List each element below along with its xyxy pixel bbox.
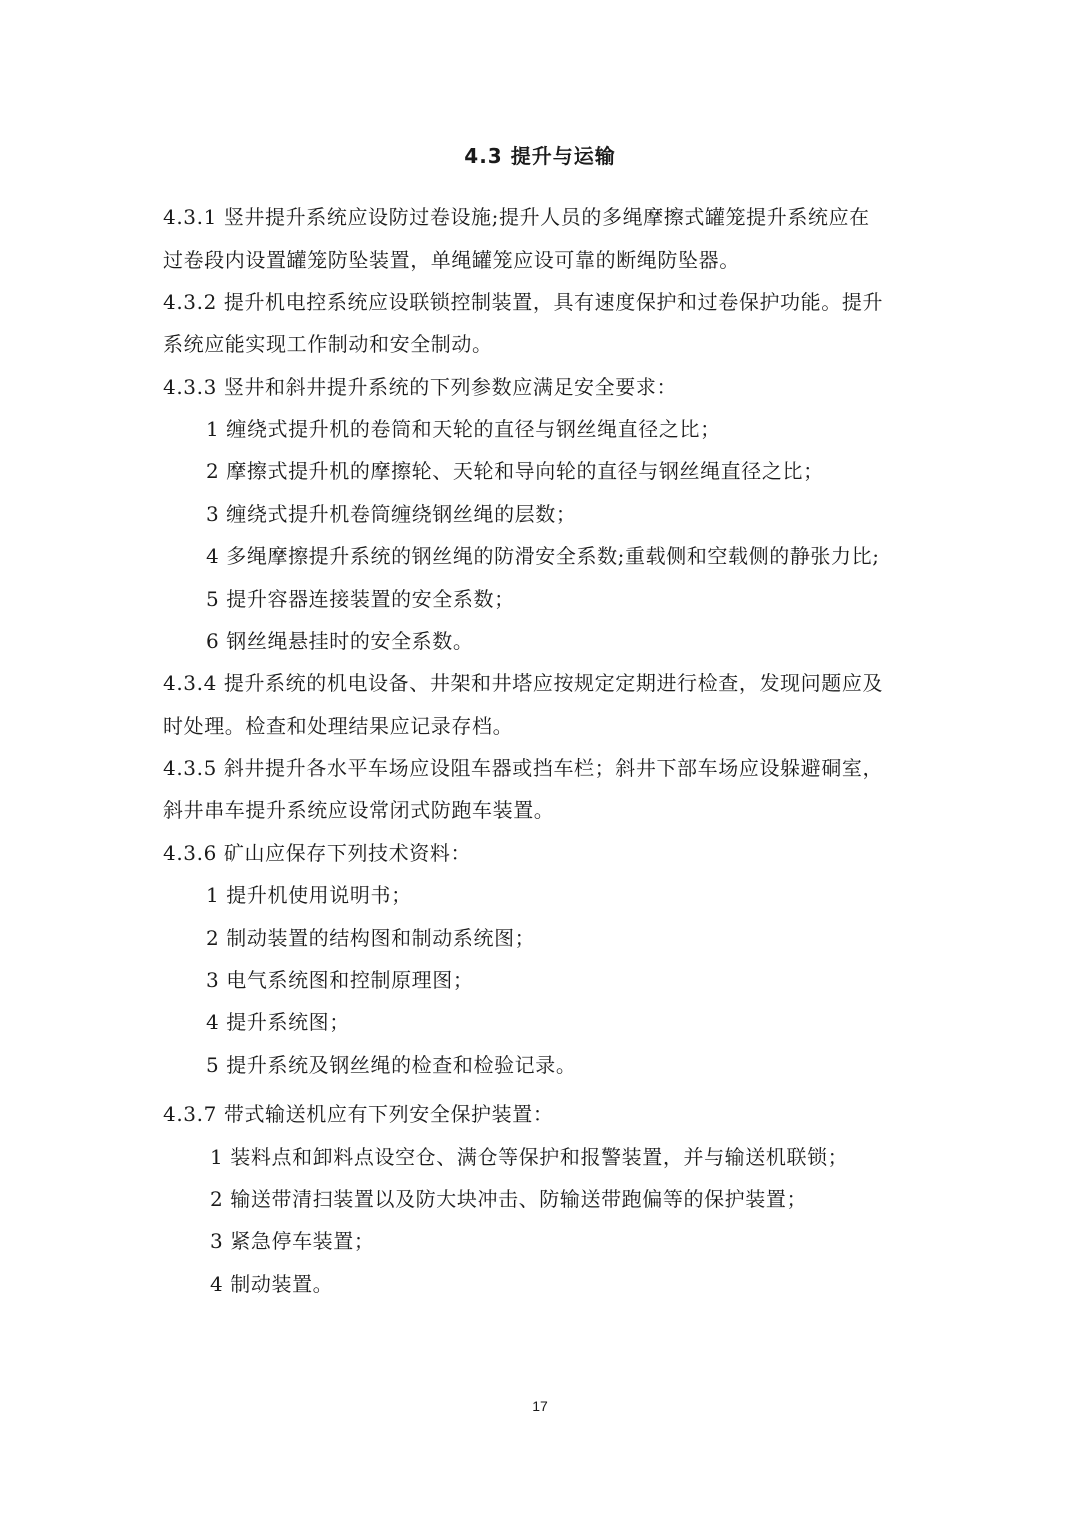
section-title: 4.3 提升与运输 <box>464 144 616 168</box>
clause-4-3-6-item-3: 3 电气系统图和控制原理图； <box>206 968 474 992</box>
clause-4-3-2-line-2: 系统应能实现工作制动和安全制动。 <box>163 332 493 356</box>
clause-4-3-3-item-5: 5 提升容器连接装置的安全系数； <box>206 587 515 611</box>
clause-4-3-5-line-2: 斜井串车提升系统应设常闭式防跑车装置。 <box>163 798 555 822</box>
clause-4-3-3-item-2: 2 摩擦式提升机的摩擦轮、天轮和导向轮的直径与钢丝绳直径之比； <box>206 459 824 483</box>
clause-4-3-4-line-2: 时处理。检查和处理结果应记录存档。 <box>163 714 514 738</box>
clause-4-3-6-item-2: 2 制动装置的结构图和制动系统图； <box>206 926 536 950</box>
clause-4-3-5-line-1: 4.3.5 斜井提升各水平车场应设阻车器或挡车栏；斜井下部车场应设躲避硐室， <box>163 756 884 780</box>
clause-4-3-6-item-5: 5 提升系统及钢丝绳的检查和检验记录。 <box>206 1053 577 1077</box>
clause-4-3-3: 4.3.3 竖井和斜井提升系统的下列参数应满足安全要求： <box>163 375 678 399</box>
clause-4-3-7-item-3: 3 紧急停车装置； <box>210 1229 375 1253</box>
clause-4-3-7-item-1: 1 装料点和卸料点设空仓、满仓等保护和报警装置，并与输送机联锁； <box>210 1145 849 1169</box>
clause-4-3-3-item-1: 1 缠绕式提升机的卷筒和天轮的直径与钢丝绳直径之比； <box>206 417 721 441</box>
clause-4-3-7: 4.3.7 带式输送机应有下列安全保护装置： <box>163 1102 554 1126</box>
page-number: 17 <box>532 1398 548 1414</box>
clause-4-3-1-line-1: 4.3.1 竖井提升系统应设防过卷设施;提升人员的多绳摩擦式罐笼提升系统应在 <box>163 205 870 229</box>
clause-4-3-6-item-1: 1 提升机使用说明书； <box>206 883 412 907</box>
clause-4-3-7-item-4: 4 制动装置。 <box>210 1272 334 1296</box>
clause-4-3-3-item-4: 4 多绳摩擦提升系统的钢丝绳的防滑安全系数;重载侧和空载侧的静张力比; <box>206 544 880 568</box>
clause-4-3-7-item-2: 2 输送带清扫装置以及防大块冲击、防输送带跑偏等的保护装置； <box>210 1187 808 1211</box>
clause-4-3-4-line-1: 4.3.4 提升系统的机电设备、井架和井塔应按规定定期进行检查，发现问题应及 <box>163 671 884 695</box>
clause-4-3-6: 4.3.6 矿山应保存下列技术资料： <box>163 841 472 865</box>
clause-4-3-6-item-4: 4 提升系统图； <box>206 1010 350 1034</box>
clause-4-3-3-item-3: 3 缠绕式提升机卷筒缠绕钢丝绳的层数； <box>206 502 577 526</box>
clause-4-3-2-line-1: 4.3.2 提升机电控系统应设联锁控制装置，具有速度保护和过卷保护功能。提升 <box>163 290 884 314</box>
clause-4-3-3-item-6: 6 钢丝绳悬挂时的安全系数。 <box>206 629 474 653</box>
clause-4-3-1-line-2: 过卷段内设置罐笼防坠装置，单绳罐笼应设可靠的断绳防坠器。 <box>163 248 740 272</box>
